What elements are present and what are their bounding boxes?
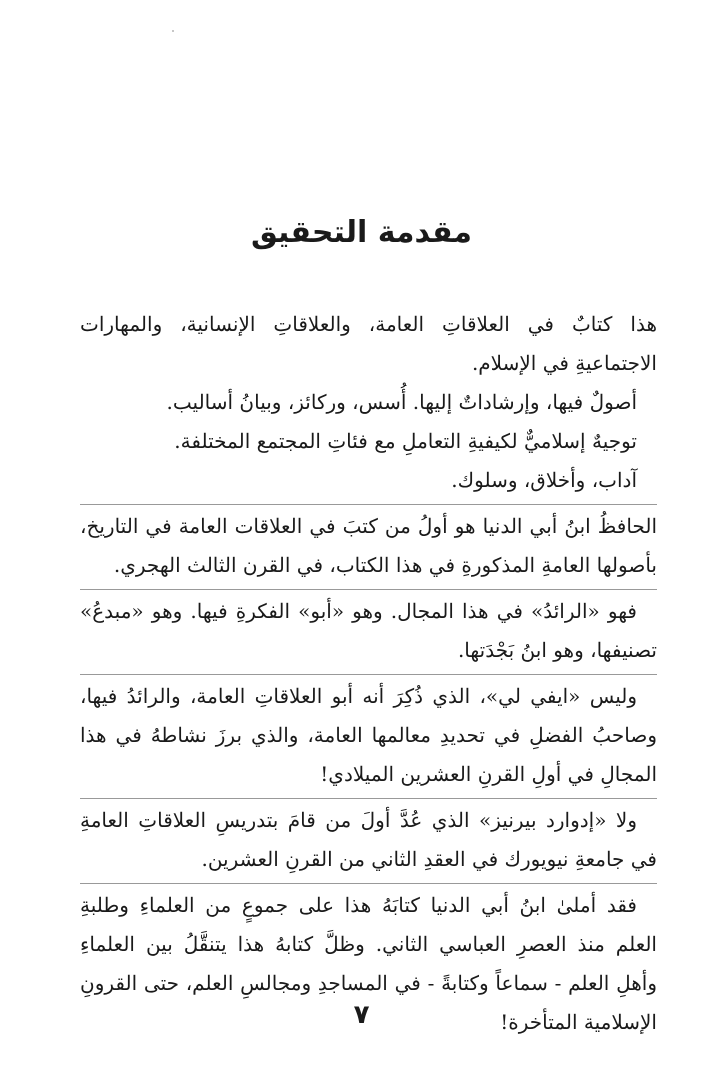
page-title: مقدمة التحقيق xyxy=(250,215,472,251)
body-text xyxy=(80,305,657,1042)
paragraph-ibn-abi-dunya: الحافظُ ابنُ أبي الدنيا هو أولُ من كتبَ في العلاقات العامة في التاريخ، بأصولها العامةِ المذكورةِ في هذا الكتاب، في القرن الثالث الهجري. xyxy=(80,504,657,585)
paragraph-dictation: فقد أملىٰ ابنُ أبي الدنيا كتابَهُ هذا على جموعٍ من العلماءِ وطلبةِ العلم منذ العصرِ العباسي الثاني. وظلَّ كتابهُ هذا يتنقَّلُ بين العلماءِ وأهلِ العلم - سماعاً وكتابةً - في المساجدِ ومجالسِ العلم، حتى القرونِ الإسلامية المتأخرة! xyxy=(80,883,657,1042)
paragraph-principles: أصولٌ فيها، وإرشاداتٌ إليها. أُسس، وركائز، وبيانُ أساليب. xyxy=(166,390,637,414)
paragraph-guidance: توجيهٌ إسلاميٌّ لكيفيةِ التعاملِ مع فئاتِ المجتمع المختلفة. xyxy=(174,429,637,453)
scan-speck xyxy=(172,30,174,32)
paragraph-manners: آداب، وأخلاق، وسلوك. xyxy=(451,468,637,492)
paragraph-ivy-lee: وليس «ايفي لي»، الذي ذُكِرَ أنه أبو العلاقاتِ العامة، والرائدُ فيها، وصاحبُ الفضلِ في تحديدِ معالمها العامة، والذي برزَ نشاطهُ في هذا المجالِ في أولِ القرنِ العشرين الميلادي! xyxy=(80,674,657,794)
paragraph-bernays: ولا «إدوارد بيرنيز» الذي عُدَّ أولَ من قامَ بتدريسِ العلاقاتِ العامةِ في جامعةِ نيويورك في العقدِ الثاني من القرنِ العشرين. xyxy=(80,798,657,879)
paragraph-pioneer: فهو «الرائدُ» في هذا المجال. وهو «أبو» الفكرةِ فيها. وهو «مبدعُ» تصنيفها، وهو ابنُ بَجْدَتها. xyxy=(80,589,657,670)
paragraph-intro: هذا كتابٌ في العلاقاتِ العامة، والعلاقاتِ الإنسانية، والمهارات الاجتماعيةِ في الإسلام. xyxy=(80,312,657,375)
page-number: ٧ xyxy=(353,1000,370,1030)
